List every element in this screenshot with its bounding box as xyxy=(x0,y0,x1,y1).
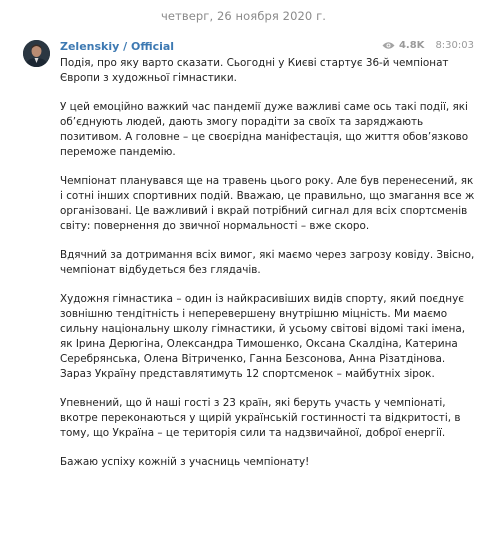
view-count: 4.8K xyxy=(398,40,425,51)
eye-icon xyxy=(382,41,395,50)
channel-avatar[interactable] xyxy=(23,40,50,67)
post-time: 8:30:03 xyxy=(435,40,474,51)
message-paragraph: У цей емоційно важкий час пандемії дуже важливі саме ось такі події, які об’єднують людей, дають змогу порадіти за своїх та заряджають позитивом. А головне – це своєрідна маніфестація, що життя обов’язково переможе пандемію. xyxy=(60,101,469,158)
message-paragraph: Художня гімнастика – один із найкрасивіших видів спорту, який поєднує зовнішню тендітність і неперевершену внутрішню міцність. Ми маємо сильну національну школу гімнастики, й усьому світові відомі такі імена, як Ірина Дерюгіна, Олександра Тимошенко, Оксана Скалдіна, Катерина Серебрянська, Олена Вітриченко, Ганна Безсонова, Анна Різатдінова. Зараз Україну представлятимуть 12 спортсменок – майбутніх зірок. xyxy=(60,293,466,380)
channel-name[interactable]: Zelenskiy / Official xyxy=(60,40,175,53)
avatar-photo-icon xyxy=(23,40,50,67)
message-body xyxy=(60,56,476,470)
message-paragraph: Упевнений, що й наші гості з 23 країн, які беруть участь у чемпіонаті, вкотре переконаються у щирій українській гостинності та відкритості, в тому, що Україна – це територія сили та надзвичайної, доброї енергії. xyxy=(60,397,461,439)
message-paragraph: Вдячний за дотримання всіх вимог, які маємо через загрозу ковіду. Звісно, чемпіонат відбудеться без глядачів. xyxy=(60,249,475,276)
message-paragraph: Подія, про яку варто сказати. Сьогодні у Києві стартує 36-й чемпіонат Європи з художньої гімнастики. xyxy=(60,57,449,84)
message-paragraph: Чемпіонат планувався ще на травень цього року. Але був перенесений, як і сотні інших спортивних подій. Вважаю, це правильно, що змагання все ж організовані. Це важливий і вкрай потрібний сигнал для всіх спортсменів світу: повернення до звичної нормальності – вже скоро. xyxy=(60,175,475,232)
post-meta xyxy=(382,40,474,51)
date-separator: четверг, 26 ноября 2020 г. xyxy=(160,9,327,23)
message-paragraph: Бажаю успіху кожній з учасниць чемпіонату! xyxy=(60,456,310,468)
